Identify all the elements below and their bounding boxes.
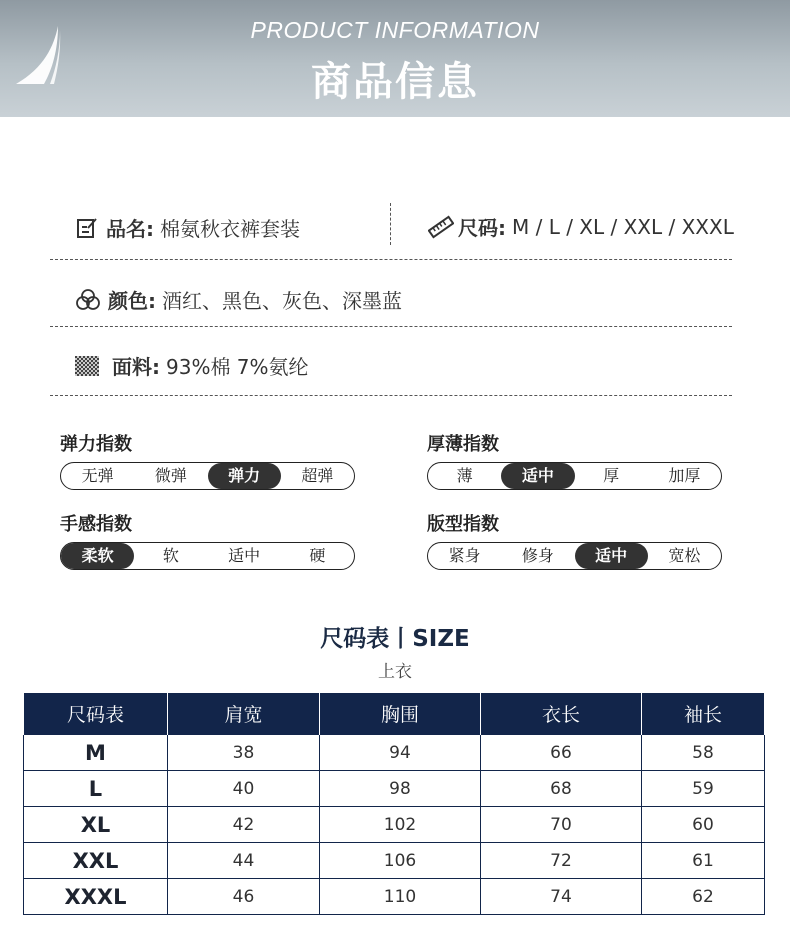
table-cell: 40 — [168, 771, 320, 807]
table-cell: 38 — [168, 735, 320, 771]
table-cell: 110 — [320, 879, 481, 915]
fabric-key: 面料: — [112, 355, 160, 379]
elasticity-option: 微弹 — [154, 466, 187, 485]
hand-feel-option: 软 — [162, 546, 179, 565]
table-cell: 61 — [642, 843, 765, 879]
elasticity-index-title: 弹力指数 — [60, 434, 132, 455]
table-cell: 46 — [168, 879, 320, 915]
dashed-divider — [50, 326, 732, 327]
hand-feel-option: 硬 — [309, 546, 326, 565]
size-value: M / L / XL / XXL / XXXL — [512, 214, 734, 239]
fit-index-scale — [427, 542, 722, 570]
table-cell: 44 — [168, 843, 320, 879]
size-table-header: 胸围 — [320, 693, 481, 735]
size-table-header: 肩宽 — [168, 693, 320, 735]
size-cell: XL — [24, 807, 168, 843]
thickness-index-scale — [427, 462, 722, 490]
table-row — [24, 879, 765, 915]
thickness-index-title: 厚薄指数 — [427, 434, 499, 455]
size-key: 尺码: — [458, 216, 506, 240]
product-name-row — [76, 213, 300, 242]
color-key: 颜色: — [108, 289, 156, 313]
header-title-en: PRODUCT INFORMATION — [250, 17, 540, 43]
size-cell: XXXL — [24, 879, 168, 915]
fabric-texture-icon — [74, 355, 100, 377]
table-cell: 42 — [168, 807, 320, 843]
table-row — [24, 735, 765, 771]
table-cell: 68 — [481, 771, 642, 807]
product-name-key: 品名: — [106, 217, 154, 241]
table-cell: 59 — [642, 771, 765, 807]
table-row — [24, 807, 765, 843]
fit-option: 宽松 — [668, 546, 701, 565]
table-row — [24, 771, 765, 807]
table-cell: 94 — [320, 735, 481, 771]
thickness-option-selected: 适中 — [501, 463, 574, 489]
table-cell: 72 — [481, 843, 642, 879]
fit-index-title: 版型指数 — [427, 514, 499, 535]
ruler-icon — [428, 215, 454, 239]
header-title-cn: 商品信息 — [311, 59, 479, 105]
hand-feel-index-scale — [60, 542, 355, 570]
color-row — [76, 285, 402, 314]
size-cell: M — [24, 735, 168, 771]
table-cell: 62 — [642, 879, 765, 915]
thickness-option: 厚 — [603, 466, 620, 485]
hand-feel-option: 适中 — [228, 546, 261, 565]
size-table-header: 尺码表 — [24, 693, 168, 735]
table-row — [24, 843, 765, 879]
size-chart-subtitle: 上衣 — [378, 662, 412, 682]
table-cell: 60 — [642, 807, 765, 843]
thickness-option: 薄 — [456, 466, 473, 485]
color-circles-icon — [76, 289, 100, 311]
edit-icon — [76, 217, 98, 239]
info-divider — [390, 203, 391, 245]
elasticity-index-scale — [60, 462, 355, 490]
header-banner — [0, 0, 790, 117]
table-cell: 74 — [481, 879, 642, 915]
elasticity-option: 无弹 — [81, 466, 114, 485]
table-cell: 106 — [320, 843, 481, 879]
table-cell: 70 — [481, 807, 642, 843]
fit-option: 修身 — [521, 546, 554, 565]
table-cell: 98 — [320, 771, 481, 807]
size-table-header-row — [24, 693, 765, 735]
table-cell: 66 — [481, 735, 642, 771]
table-cell: 102 — [320, 807, 481, 843]
hand-feel-index-title: 手感指数 — [60, 514, 132, 535]
product-name-value: 棉氨秋衣裤套装 — [160, 217, 300, 241]
size-table-header: 袖长 — [642, 693, 765, 735]
fabric-value: 93%棉 7%氨纶 — [166, 355, 309, 379]
size-table — [23, 693, 765, 915]
fit-option-selected: 适中 — [575, 543, 648, 569]
hand-feel-option-selected: 柔软 — [61, 543, 134, 569]
fit-option: 紧身 — [448, 546, 481, 565]
table-cell: 58 — [642, 735, 765, 771]
elasticity-option: 超弹 — [301, 466, 334, 485]
elasticity-option-selected: 弹力 — [208, 463, 281, 489]
thickness-option: 加厚 — [668, 466, 701, 485]
dashed-divider — [50, 259, 732, 260]
size-row — [428, 212, 734, 241]
size-cell: XXL — [24, 843, 168, 879]
size-chart-title: 尺码表丨SIZE — [320, 626, 470, 652]
size-cell: L — [24, 771, 168, 807]
color-value: 酒红、黑色、灰色、深墨蓝 — [162, 289, 402, 313]
fabric-row — [74, 351, 309, 380]
size-table-header: 衣长 — [481, 693, 642, 735]
dashed-divider — [50, 395, 732, 396]
